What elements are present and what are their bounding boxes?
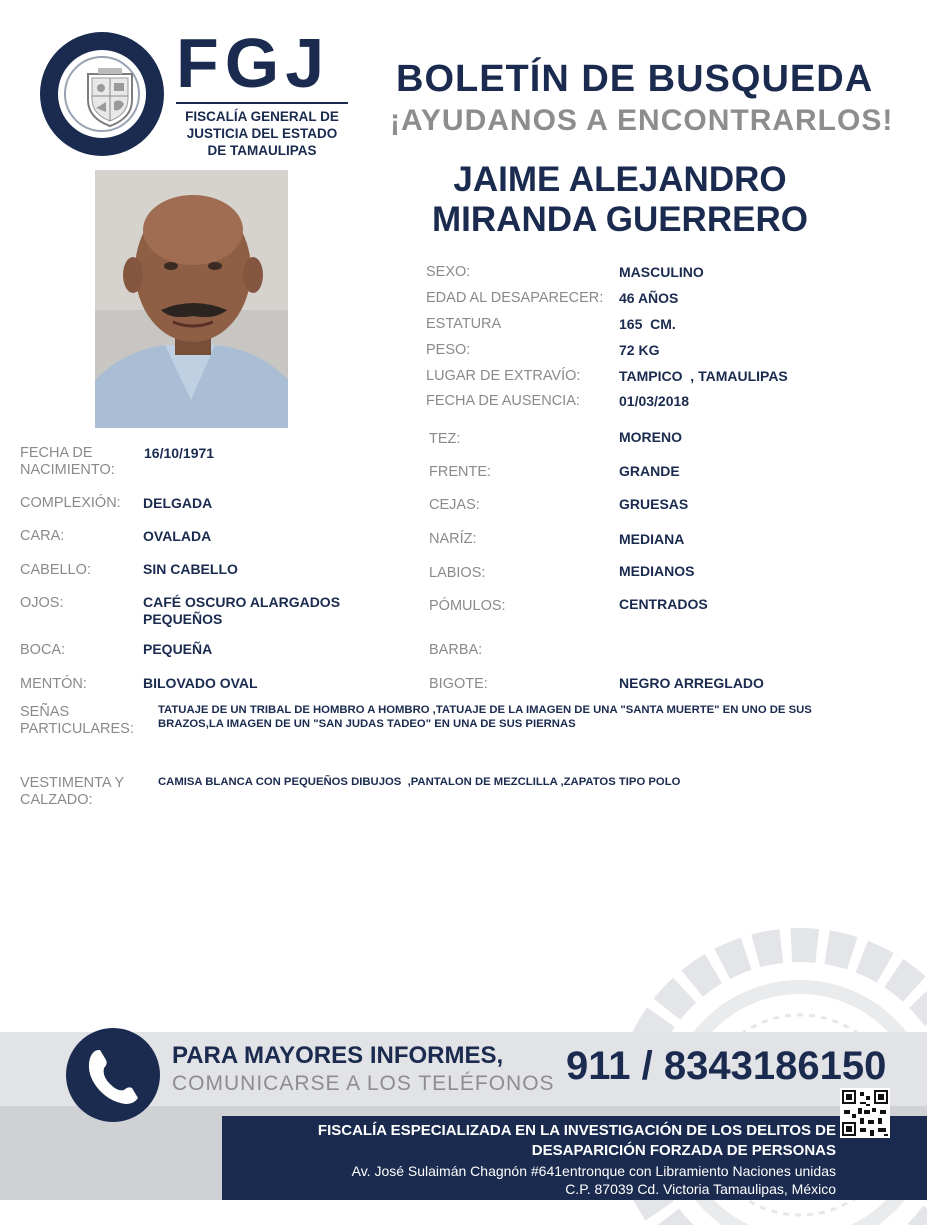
value-age: 46 AÑOS <box>619 290 679 306</box>
contact-headline: PARA MAYORES INFORMES, <box>172 1042 504 1069</box>
missing-person-photo <box>95 170 288 428</box>
label-beard: BARBA: <box>429 642 483 658</box>
value-location: TAMPICO , TAMAULIPAS <box>619 368 788 384</box>
person-name-line1: JAIME ALEJANDRO <box>453 160 787 199</box>
label-eyes: OJOS: <box>20 595 64 611</box>
label-cheekbones: PÓMULOS: <box>429 598 506 614</box>
value-eyebrows: GRUESAS <box>619 496 689 512</box>
label-weight: PESO: <box>426 342 471 358</box>
label-lips: LABIOS: <box>429 565 486 581</box>
label-moustache: BIGOTE: <box>429 676 488 692</box>
label-face: CARA: <box>20 528 65 544</box>
contact-phone-number[interactable]: 911 / 8343186150 <box>566 1044 887 1088</box>
person-name-line2: MIRANDA GUERRERO <box>432 200 808 239</box>
qr-code-icon[interactable] <box>840 1088 890 1138</box>
footer-address-line1: Av. José Sulaimán Chagnón #641entronque con Libramiento Naciones unidas <box>351 1163 836 1179</box>
phone-icon <box>66 1028 160 1122</box>
value-hair: SIN CABELLO <box>143 561 238 577</box>
label-distinguishing-marks: SEÑAS PARTICULARES: <box>20 704 134 737</box>
footer-title-line1: FISCALÍA ESPECIALIZADA EN LA INVESTIGACIÓN DE LOS DELITOS DE <box>317 1122 836 1139</box>
agency-divider <box>176 102 348 104</box>
label-forehead: FRENTE: <box>429 464 492 480</box>
label-chin: MENTÓN: <box>20 676 87 692</box>
value-mouth: PEQUEÑA <box>143 641 213 657</box>
value-moustache: NEGRO ARREGLADO <box>619 675 764 691</box>
value-chin: BILOVADO OVAL <box>143 675 258 691</box>
value-weight: 72 KG <box>619 342 660 358</box>
label-sex: SEXO: <box>426 264 471 280</box>
label-eyebrows: CEJAS: <box>429 497 480 513</box>
phone-badge <box>66 1028 160 1122</box>
label-hair: CABELLO: <box>20 562 91 578</box>
contact-subline: COMUNICARSE A LOS TELÉFONOS <box>172 1072 555 1095</box>
value-cheekbones: CENTRADOS <box>619 596 708 612</box>
agency-full-name: FISCALÍA GENERAL DE JUSTICIA DEL ESTADO DE TAMAULIPAS <box>185 109 339 158</box>
label-nose: NARÍZ: <box>429 531 477 547</box>
label-complexion: TEZ: <box>429 431 461 447</box>
person-name <box>400 160 840 240</box>
label-age: EDAD AL DESAPARECER: <box>426 290 604 306</box>
value-height: 165 CM. <box>619 316 676 332</box>
value-lips: MEDIANOS <box>619 563 695 579</box>
footer-address-line2: C.P. 87039 Cd. Victoria Tamaulipas, México <box>565 1181 836 1197</box>
footer-title-line2: DESAPARICIÓN FORZADA DE PERSONAS <box>531 1142 836 1159</box>
label-build: COMPLEXIÓN: <box>20 495 121 511</box>
label-mouth: BOCA: <box>20 642 66 658</box>
value-face: OVALADA <box>143 528 212 544</box>
value-distinguishing-marks: TATUAJE DE UN TRIBAL DE HOMBRO A HOMBRO ,TATUAJE DE LA IMAGEN DE UNA "SANTA MUERTE" EN UNO DE SUS BRAZOS,LA IMAGEN DE UN "SAN JUDAS TADEO" EN UNA DE SUS PIERNAS <box>158 704 812 730</box>
value-birth-date: 16/10/1971 <box>144 445 215 461</box>
value-sex: MASCULINO <box>619 264 704 280</box>
label-location: LUGAR DE EXTRAVÍO: <box>426 368 581 384</box>
value-clothing: CAMISA BLANCA CON PEQUEÑOS DIBUJOS ,PANTALON DE MEZCLILLA ,ZAPATOS TIPO POLO <box>158 776 681 788</box>
value-forehead: GRANDE <box>619 463 680 479</box>
label-height: ESTATURA <box>426 316 502 332</box>
label-absence-date: FECHA DE AUSENCIA: <box>426 393 580 409</box>
state-seal-icon <box>82 66 138 128</box>
value-eyes: CAFÉ OSCURO ALARGADOS PEQUEÑOS <box>143 594 341 627</box>
label-birth-date: FECHA DE NACIMIENTO: <box>20 445 115 478</box>
bulletin-subtitle: ¡AYUDANOS A ENCONTRARLOS! <box>390 104 894 137</box>
value-complexion: MORENO <box>619 429 682 445</box>
value-build: DELGADA <box>143 495 213 511</box>
value-nose: MEDIANA <box>619 531 685 547</box>
agency-acronym: FGJ <box>176 24 331 102</box>
label-clothing: VESTIMENTA Y CALZADO: <box>20 775 125 808</box>
portrait-placeholder-icon <box>95 170 288 428</box>
value-absence-date: 01/03/2018 <box>619 393 690 409</box>
bulletin-title: BOLETÍN DE BUSQUEDA <box>396 58 874 100</box>
